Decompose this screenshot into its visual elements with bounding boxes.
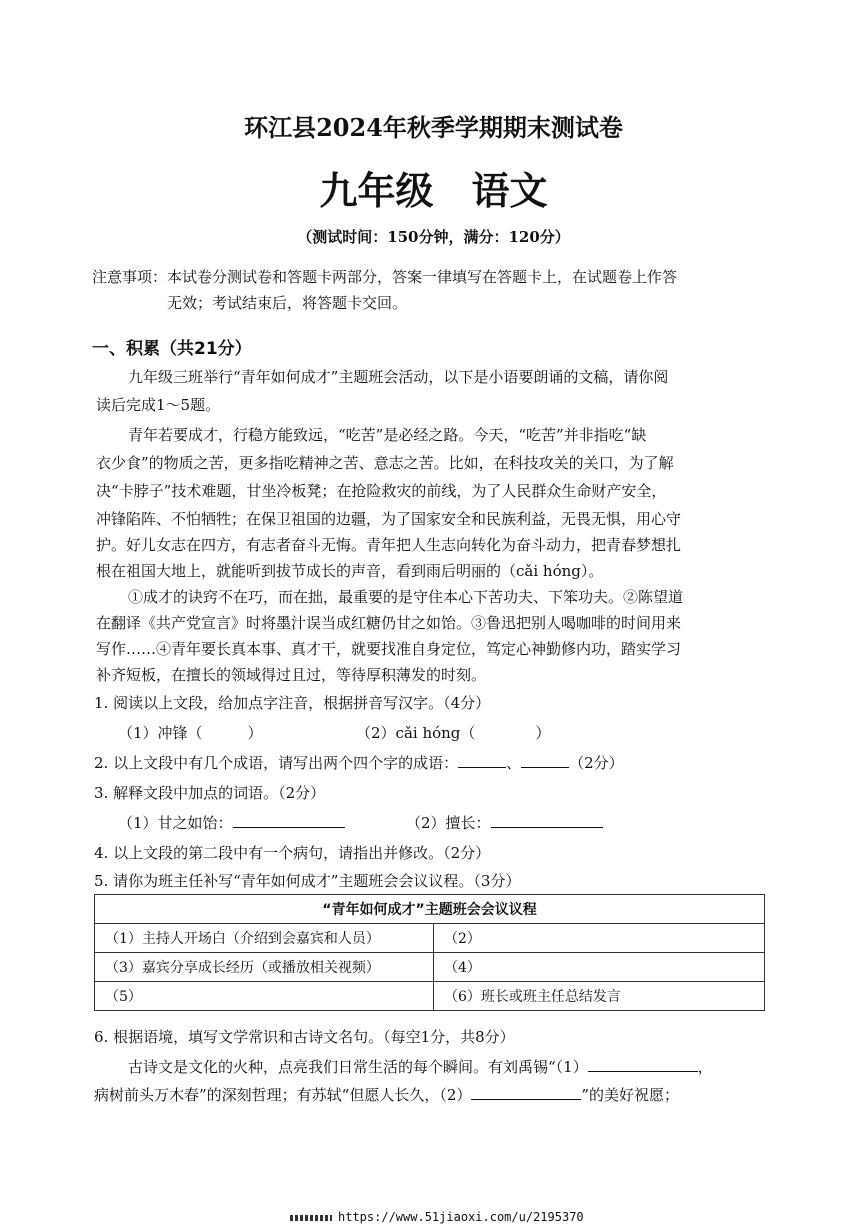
question-6-text: 古诗文是文化的火种，点亮我们日常生活的每个瞬间。有刘禹锡“（1） bbox=[128, 1058, 588, 1076]
watermark-logo bbox=[290, 1215, 332, 1221]
passage-line: 决“卡脖子”技术难题，甘坐冷板凳；在抢险救灾的前线，为了人民群众生命财产安全， bbox=[96, 482, 667, 500]
footer-url[interactable]: https://www.51jiaoxi.com/u/2195370 bbox=[338, 1210, 584, 1224]
question-1: 1. 阅读以上文段，给加点字注音，根据拼音写汉字。（4分） bbox=[94, 694, 491, 712]
question-6: 6. 根据语境，填写文学常识和古诗文名句。（每空1分，共8分） bbox=[94, 1028, 515, 1046]
notice-line-1: 注意事项：本试卷分测试卷和答题卡两部分，答案一律填写在答题卡上，在试题卷上作答 bbox=[92, 268, 678, 286]
notice-line-2: 无效；考试结束后，将答题卡交回。 bbox=[167, 294, 408, 312]
question-2-score: （2分） bbox=[569, 754, 624, 772]
intro-line-2: 读后完成1～5题。 bbox=[96, 396, 221, 414]
intro-line-1: 九年级三班举行“青年如何成才”主题班会活动，以下是小语要朗诵的文稿，请你阅 bbox=[128, 368, 669, 386]
footer-watermark[interactable] bbox=[290, 1210, 584, 1224]
question-2-text: 2. 以上文段中有几个成语，请写出两个四个字的成语： bbox=[94, 754, 459, 772]
answer-blank[interactable] bbox=[491, 813, 603, 828]
passage-line: 衣少食”的物质之苦，更多指吃精神之苦、意志之苦。比如，在科技攻关的关口，为了解 bbox=[96, 454, 674, 472]
question-3-row bbox=[406, 812, 603, 834]
table-row bbox=[95, 982, 765, 1011]
table-cell: （1）主持人开场白（介绍到会嘉宾和人员） bbox=[95, 924, 434, 953]
answer-blank[interactable] bbox=[471, 1085, 581, 1100]
passage-line: 根在祖国大地上，就能听到拔节成长的声音，看到雨后明丽的（cǎi hóng）。 bbox=[96, 562, 604, 580]
exam-info: （测试时间：150分钟，满分：120分） bbox=[297, 228, 570, 246]
table-cell: （3）嘉宾分享成长经历（或播放相关视频） bbox=[95, 953, 434, 982]
question-4: 4. 以上文段的第二段中有一个病句，请指出并修改。（2分） bbox=[94, 844, 491, 862]
answer-blank[interactable] bbox=[458, 753, 506, 768]
passage-line: ①成才的诀窍不在巧，而在拙，最重要的是守住本心下苦功夫、下笨功夫。②陈望道 bbox=[128, 588, 684, 606]
agenda-title: “青年如何成才”主题班会会议议程 bbox=[95, 895, 765, 924]
question-3-part-1: （1）甘之如饴： bbox=[118, 814, 233, 832]
table-cell: （4） bbox=[434, 953, 765, 982]
question-6-line-1 bbox=[128, 1056, 713, 1078]
question-6-text: ”的美好祝愿； bbox=[581, 1086, 680, 1104]
question-1-part-1: （1）冲锋（ ） bbox=[118, 724, 263, 742]
subject-title: 九年级 语文 bbox=[319, 169, 548, 213]
question-3: 3. 解释文段中加点的词语。（2分） bbox=[94, 784, 326, 802]
table-row bbox=[95, 953, 765, 982]
passage-line: 冲锋陷阵、不怕牺牲；在保卫祖国的边疆，为了国家安全和民族利益，无畏无惧，用心守 bbox=[96, 510, 682, 528]
question-3-row bbox=[118, 812, 345, 834]
section-heading: 一、积累（共21分） bbox=[92, 339, 252, 359]
table-cell: （5） bbox=[95, 982, 434, 1011]
agenda-table bbox=[94, 894, 765, 1011]
table-header-row bbox=[95, 895, 765, 924]
table-row bbox=[95, 924, 765, 953]
question-6-text: 病树前头万木春”的深刻哲理；有苏轼“但愿人长久，（2） bbox=[94, 1086, 472, 1104]
question-3-part-2: （2）擅长： bbox=[406, 814, 491, 832]
passage-line: 写作……④青年要长真本事、真才干，就要找准自身定位，笃定心神勤修内功，踏实学习 bbox=[96, 640, 682, 658]
question-6-text: ， bbox=[697, 1058, 713, 1076]
answer-blank[interactable] bbox=[521, 753, 569, 768]
question-5: 5. 请你为班主任补写“青年如何成才”主题班会会议议程。（3分） bbox=[94, 872, 521, 890]
passage-line: 护。好儿女志在四方，有志者奋斗无悔。青年把人生志向转化为奋斗动力，把青春梦想扎 bbox=[96, 536, 682, 554]
exam-title: 环江县2024年秋季学期期末测试卷 bbox=[244, 113, 623, 142]
passage-line: 补齐短板，在擅长的领域得过且过，等待厚积薄发的时刻。 bbox=[96, 666, 487, 684]
question-2 bbox=[94, 752, 624, 774]
answer-blank[interactable] bbox=[233, 813, 345, 828]
question-6-line-2 bbox=[94, 1084, 679, 1106]
question-2-separator: 、 bbox=[506, 754, 522, 772]
table-cell: （6）班长或班主任总结发言 bbox=[434, 982, 765, 1011]
table-cell: （2） bbox=[434, 924, 765, 953]
passage-line: 在翻译《共产党宣言》时将墨汁误当成红糖仍甘之如饴。③鲁迅把别人喝咖啡的时间用来 bbox=[96, 614, 682, 632]
question-1-part-2: （2）cǎi hóng（ ） bbox=[356, 724, 551, 742]
passage-line: 青年若要成才，行稳方能致远，“吃苦”是必经之路。今天，“吃苦”并非指吃“缺 bbox=[128, 426, 647, 444]
answer-blank[interactable] bbox=[588, 1057, 698, 1072]
